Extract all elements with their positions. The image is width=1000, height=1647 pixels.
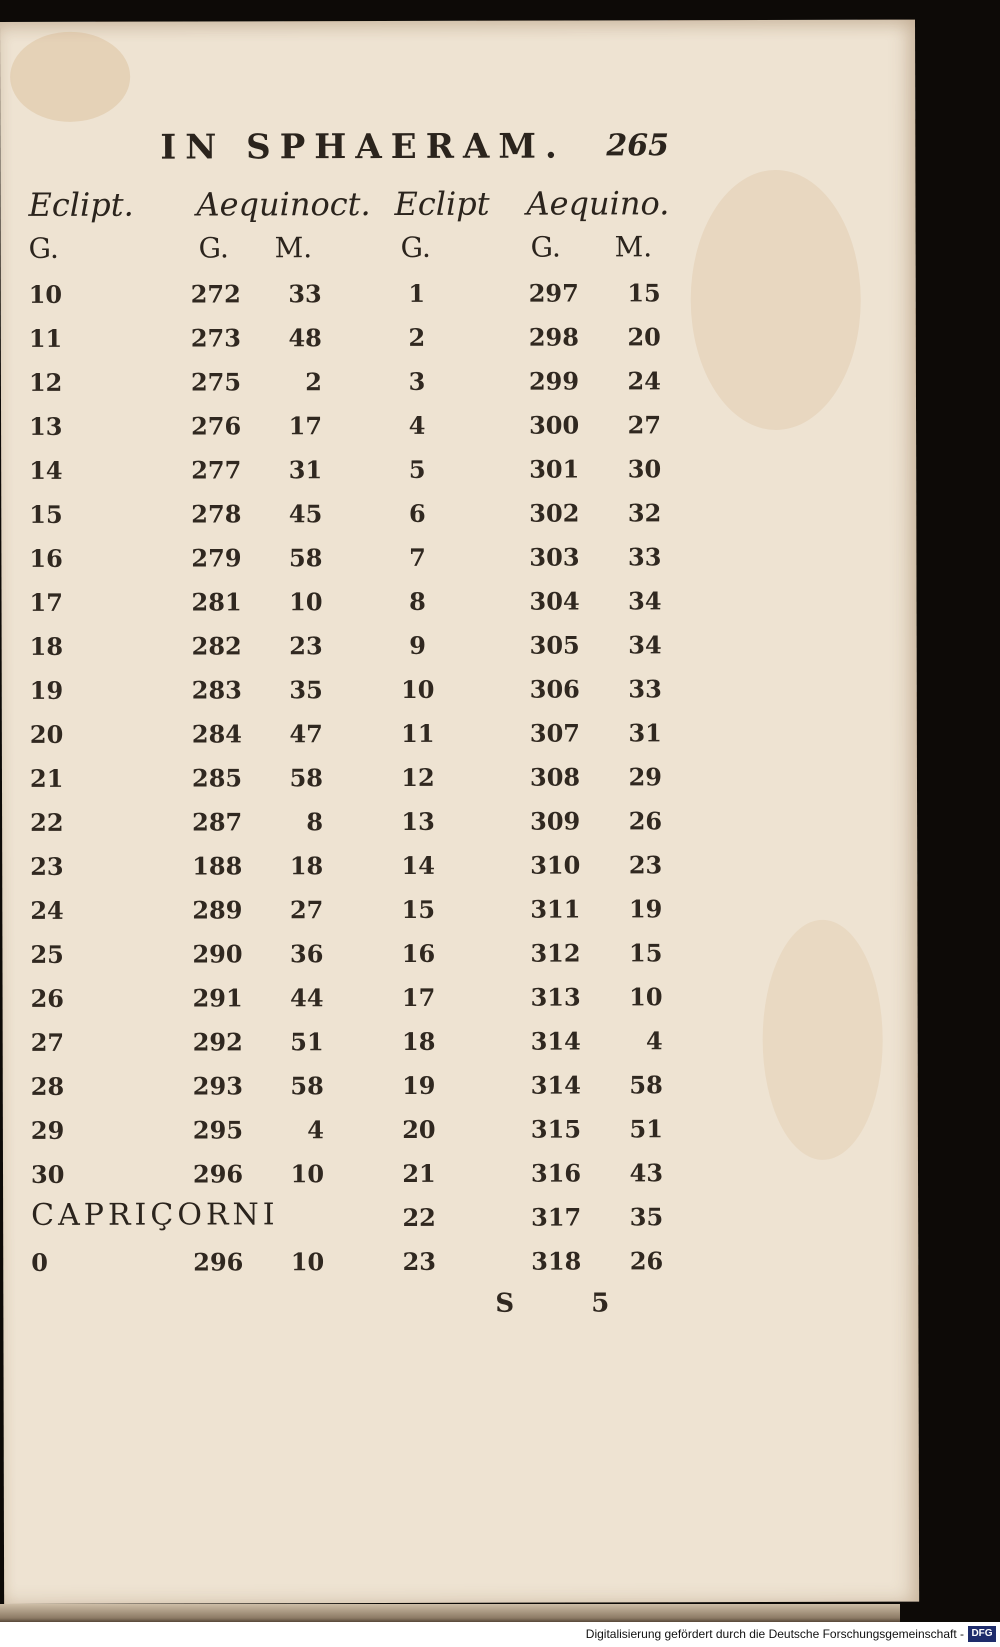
eclipt-degree-cell: 12 bbox=[401, 762, 435, 792]
aequinoct-minute-cell: 58 bbox=[290, 1071, 324, 1101]
aequino-degree-cell: 310 bbox=[530, 850, 581, 880]
table-row bbox=[3, 1026, 918, 1068]
table-row bbox=[2, 806, 917, 848]
table-row bbox=[2, 630, 917, 672]
eclipt-degree-cell: 12 bbox=[28, 367, 63, 397]
aequino-minute-cell: 33 bbox=[627, 542, 662, 572]
book-page bbox=[0, 20, 919, 1604]
aequinoct-minute-cell: 10 bbox=[290, 1159, 325, 1189]
aequinoct-degree-cell: 277 bbox=[191, 455, 242, 485]
eclipt-degree-cell: 21 bbox=[29, 763, 64, 793]
aequinoct-minute-cell: 44 bbox=[290, 983, 324, 1013]
table-row bbox=[1, 542, 916, 584]
table-row bbox=[2, 894, 917, 936]
table-row bbox=[2, 718, 917, 760]
aequinoct-degree-cell: 287 bbox=[192, 807, 243, 837]
aequinoct-degree-cell: 283 bbox=[191, 675, 242, 705]
aequinoct-degree-cell: 289 bbox=[192, 895, 243, 925]
eclipt-degree-cell: 9 bbox=[409, 630, 427, 660]
eclipt-degree-cell: 14 bbox=[401, 850, 435, 880]
aequino-minute-cell: 15 bbox=[628, 938, 663, 968]
aequino-minute-cell: 51 bbox=[629, 1114, 663, 1144]
eclipt-degree-cell: 20 bbox=[29, 719, 64, 749]
eclipt-degree-cell: 14 bbox=[29, 455, 63, 485]
header-aequinoct: Aequinoct. bbox=[196, 185, 371, 224]
aequino-degree-cell: 302 bbox=[529, 498, 580, 528]
aequino-minute-cell: 23 bbox=[628, 850, 663, 880]
eclipt-degree-cell: 23 bbox=[30, 851, 64, 881]
aequino-minute-cell: 29 bbox=[628, 762, 663, 792]
subheader-gradus: G. bbox=[400, 230, 431, 264]
eclipt-degree-cell: 16 bbox=[401, 938, 436, 968]
eclipt-degree-cell: 2 bbox=[408, 322, 426, 352]
eclipt-degree-cell: 4 bbox=[408, 410, 426, 440]
table-row bbox=[3, 982, 918, 1024]
eclipt-degree-cell: 6 bbox=[408, 498, 426, 528]
eclipt-degree-cell: 15 bbox=[29, 499, 63, 529]
eclipt-degree-cell: 28 bbox=[30, 1071, 65, 1101]
footer-credit: Digitalisierung gefördert durch die Deutsche Forschungsgemeinschaft - bbox=[585, 1627, 964, 1641]
table-row bbox=[2, 674, 917, 716]
aequino-degree-cell: 314 bbox=[530, 1026, 581, 1056]
eclipt-degree-cell: 15 bbox=[401, 894, 436, 924]
aequino-minute-cell: 19 bbox=[628, 894, 663, 924]
aequinoct-degree-cell: 296 bbox=[193, 1247, 244, 1277]
eclipt-degree-cell: 13 bbox=[29, 411, 63, 441]
table-row bbox=[1, 586, 916, 628]
aequino-degree-cell: 307 bbox=[529, 718, 581, 748]
aequinoct-degree-cell: 188 bbox=[192, 851, 243, 881]
eclipt-degree-cell: 11 bbox=[401, 718, 435, 748]
eclipt-degree-cell: 25 bbox=[30, 939, 64, 969]
eclipt-degree-cell: 18 bbox=[401, 1026, 436, 1056]
aequino-degree-cell: 306 bbox=[529, 674, 580, 704]
eclipt-degree-cell: 21 bbox=[402, 1158, 436, 1188]
aequinoct-minute-cell: 47 bbox=[289, 719, 323, 749]
table-row-sign-heading bbox=[3, 1197, 918, 1244]
subheader-minuta: M. bbox=[274, 231, 313, 265]
aequinoct-minute-cell: 31 bbox=[288, 455, 323, 485]
table-row bbox=[1, 278, 916, 320]
eclipt-degree-cell: 30 bbox=[30, 1159, 65, 1189]
aequinoct-degree-cell: 296 bbox=[192, 1159, 244, 1189]
aequino-minute-cell: 34 bbox=[628, 630, 662, 660]
table-row bbox=[3, 1114, 918, 1156]
aequinoct-minute-cell: 18 bbox=[289, 851, 324, 881]
aequino-degree-cell: 299 bbox=[528, 366, 580, 396]
aequinoct-minute-cell: 4 bbox=[307, 1115, 324, 1145]
header-aequino: Aequino. bbox=[526, 184, 670, 223]
table-row bbox=[3, 1246, 918, 1288]
aequinoct-minute-cell: 8 bbox=[306, 807, 324, 837]
aequinoct-minute-cell: 36 bbox=[289, 939, 324, 969]
aequino-degree-cell: 316 bbox=[530, 1158, 582, 1188]
aequino-degree-cell: 315 bbox=[530, 1114, 582, 1144]
aequinoct-degree-cell: 295 bbox=[192, 1115, 244, 1145]
eclipt-degree-cell: 5 bbox=[408, 454, 426, 484]
eclipt-degree-cell: 0 bbox=[31, 1247, 48, 1277]
aequino-degree-cell: 304 bbox=[529, 586, 580, 616]
aequinoct-minute-cell: 51 bbox=[290, 1027, 324, 1057]
aequino-minute-cell: 32 bbox=[627, 498, 662, 528]
subheader-gradus: G. bbox=[28, 231, 59, 265]
eclipt-degree-cell: 16 bbox=[29, 543, 63, 573]
table-row bbox=[2, 850, 917, 892]
aequinoct-degree-cell: 279 bbox=[191, 543, 242, 573]
aequino-minute-cell: 27 bbox=[627, 410, 662, 440]
aequino-minute-cell: 31 bbox=[628, 718, 662, 748]
eclipt-degree-cell: 23 bbox=[402, 1246, 436, 1276]
aequino-minute-cell: 33 bbox=[628, 674, 662, 704]
eclipt-degree-cell: 7 bbox=[409, 542, 426, 572]
aequino-degree-cell: 317 bbox=[531, 1202, 582, 1232]
eclipt-degree-cell: 13 bbox=[401, 806, 435, 836]
eclipt-degree-cell: 3 bbox=[408, 366, 426, 396]
aequino-degree-cell: 308 bbox=[529, 762, 581, 792]
aequinoct-degree-cell: 284 bbox=[191, 719, 243, 749]
aequino-minute-cell: 26 bbox=[628, 806, 663, 836]
aequinoct-degree-cell: 293 bbox=[192, 1071, 243, 1101]
aequino-minute-cell: 24 bbox=[627, 366, 661, 396]
page-edge bbox=[0, 1604, 900, 1624]
aequinoct-minute-cell: 58 bbox=[289, 763, 324, 793]
aequino-degree-cell: 297 bbox=[528, 278, 579, 308]
aequinoct-minute-cell: 35 bbox=[289, 675, 323, 705]
aequinoct-degree-cell: 278 bbox=[191, 499, 242, 529]
aequino-degree-cell: 298 bbox=[528, 322, 579, 352]
aequino-degree-cell: 303 bbox=[529, 542, 580, 572]
aequinoct-minute-cell: 27 bbox=[289, 895, 324, 925]
aequino-minute-cell: 26 bbox=[629, 1246, 664, 1276]
signature-mark: S 5 bbox=[495, 1288, 644, 1319]
eclipt-degree-cell: 1 bbox=[408, 278, 426, 308]
table-row bbox=[1, 498, 916, 540]
aequino-degree-cell: 309 bbox=[530, 806, 581, 836]
table-row bbox=[2, 762, 917, 804]
eclipt-degree-cell: 22 bbox=[402, 1202, 436, 1232]
aequino-degree-cell: 305 bbox=[529, 630, 580, 660]
subheader-gradus: G. bbox=[530, 230, 561, 264]
paper-stain bbox=[10, 32, 130, 122]
aequinoct-minute-cell: 23 bbox=[289, 631, 323, 661]
aequino-degree-cell: 318 bbox=[531, 1246, 582, 1276]
aequino-minute-cell: 35 bbox=[629, 1202, 664, 1232]
aequinoct-degree-cell: 276 bbox=[191, 411, 242, 441]
aequinoct-minute-cell: 17 bbox=[288, 411, 323, 441]
eclipt-degree-cell: 19 bbox=[402, 1070, 436, 1100]
aequino-degree-cell: 311 bbox=[530, 894, 581, 924]
aequinoct-degree-cell: 272 bbox=[190, 279, 241, 309]
eclipt-degree-cell: 8 bbox=[409, 586, 426, 616]
page-number: 265 bbox=[606, 128, 669, 164]
eclipt-degree-cell: 19 bbox=[29, 675, 64, 705]
aequino-minute-cell: 10 bbox=[629, 982, 663, 1012]
aequino-minute-cell: 4 bbox=[645, 1026, 663, 1056]
aequino-degree-cell: 312 bbox=[530, 938, 581, 968]
table-row bbox=[1, 322, 916, 364]
aequino-minute-cell: 58 bbox=[629, 1070, 663, 1100]
eclipt-degree-cell: 10 bbox=[28, 279, 63, 309]
eclipt-degree-cell: 20 bbox=[402, 1114, 436, 1144]
aequino-minute-cell: 20 bbox=[627, 322, 661, 352]
aequinoct-degree-cell: 273 bbox=[190, 323, 241, 353]
zodiac-sign-label: CAPRIÇORNI bbox=[31, 1197, 279, 1233]
table-row bbox=[1, 454, 916, 496]
aequinoct-minute-cell: 33 bbox=[288, 279, 322, 309]
eclipt-degree-cell: 18 bbox=[29, 631, 64, 661]
eclipt-degree-cell: 26 bbox=[30, 983, 65, 1013]
header-eclipt-left: Eclipt. bbox=[28, 185, 134, 224]
aequinoct-degree-cell: 281 bbox=[191, 587, 242, 617]
eclipt-degree-cell: 10 bbox=[401, 674, 435, 704]
aequinoct-minute-cell: 10 bbox=[289, 587, 323, 617]
aequino-minute-cell: 43 bbox=[629, 1158, 664, 1188]
eclipt-degree-cell: 11 bbox=[28, 323, 63, 353]
eclipt-degree-cell: 17 bbox=[401, 982, 436, 1012]
footer-bar bbox=[0, 1622, 1000, 1647]
aequinoct-degree-cell: 290 bbox=[192, 939, 243, 969]
header-eclipt-right: Eclipt bbox=[394, 184, 490, 223]
aequinoct-degree-cell: 275 bbox=[190, 367, 242, 397]
aequinoct-minute-cell: 2 bbox=[305, 367, 322, 397]
aequinoct-minute-cell: 10 bbox=[290, 1247, 325, 1277]
aequino-degree-cell: 314 bbox=[530, 1070, 581, 1100]
table-row bbox=[3, 1158, 918, 1200]
eclipt-degree-cell: 27 bbox=[30, 1027, 65, 1057]
eclipt-degree-cell: 22 bbox=[30, 807, 64, 837]
aequino-minute-cell: 34 bbox=[628, 586, 662, 616]
table-row bbox=[2, 938, 917, 980]
aequinoct-degree-cell: 291 bbox=[192, 983, 243, 1013]
eclipt-degree-cell: 24 bbox=[30, 895, 64, 925]
aequino-degree-cell: 301 bbox=[529, 454, 580, 484]
running-head: IN SPHAERAM. bbox=[160, 126, 566, 168]
aequino-degree-cell: 313 bbox=[530, 982, 581, 1012]
eclipt-degree-cell: 29 bbox=[30, 1115, 65, 1145]
aequino-degree-cell: 300 bbox=[529, 410, 580, 440]
aequinoct-degree-cell: 285 bbox=[191, 763, 243, 793]
aequinoct-degree-cell: 292 bbox=[192, 1027, 243, 1057]
table-row bbox=[3, 1070, 918, 1112]
aequino-minute-cell: 30 bbox=[627, 454, 662, 484]
dfg-logo-icon: DFG bbox=[968, 1626, 996, 1642]
subheader-minuta: M. bbox=[614, 230, 653, 264]
subheader-gradus: G. bbox=[198, 231, 229, 265]
aequino-minute-cell: 15 bbox=[627, 278, 661, 308]
aequinoct-minute-cell: 58 bbox=[288, 543, 323, 573]
eclipt-degree-cell: 17 bbox=[29, 587, 63, 617]
table-row bbox=[1, 366, 916, 408]
aequinoct-minute-cell: 48 bbox=[288, 323, 322, 353]
aequinoct-degree-cell: 282 bbox=[191, 631, 242, 661]
aequinoct-minute-cell: 45 bbox=[288, 499, 323, 529]
table-row bbox=[1, 410, 916, 452]
